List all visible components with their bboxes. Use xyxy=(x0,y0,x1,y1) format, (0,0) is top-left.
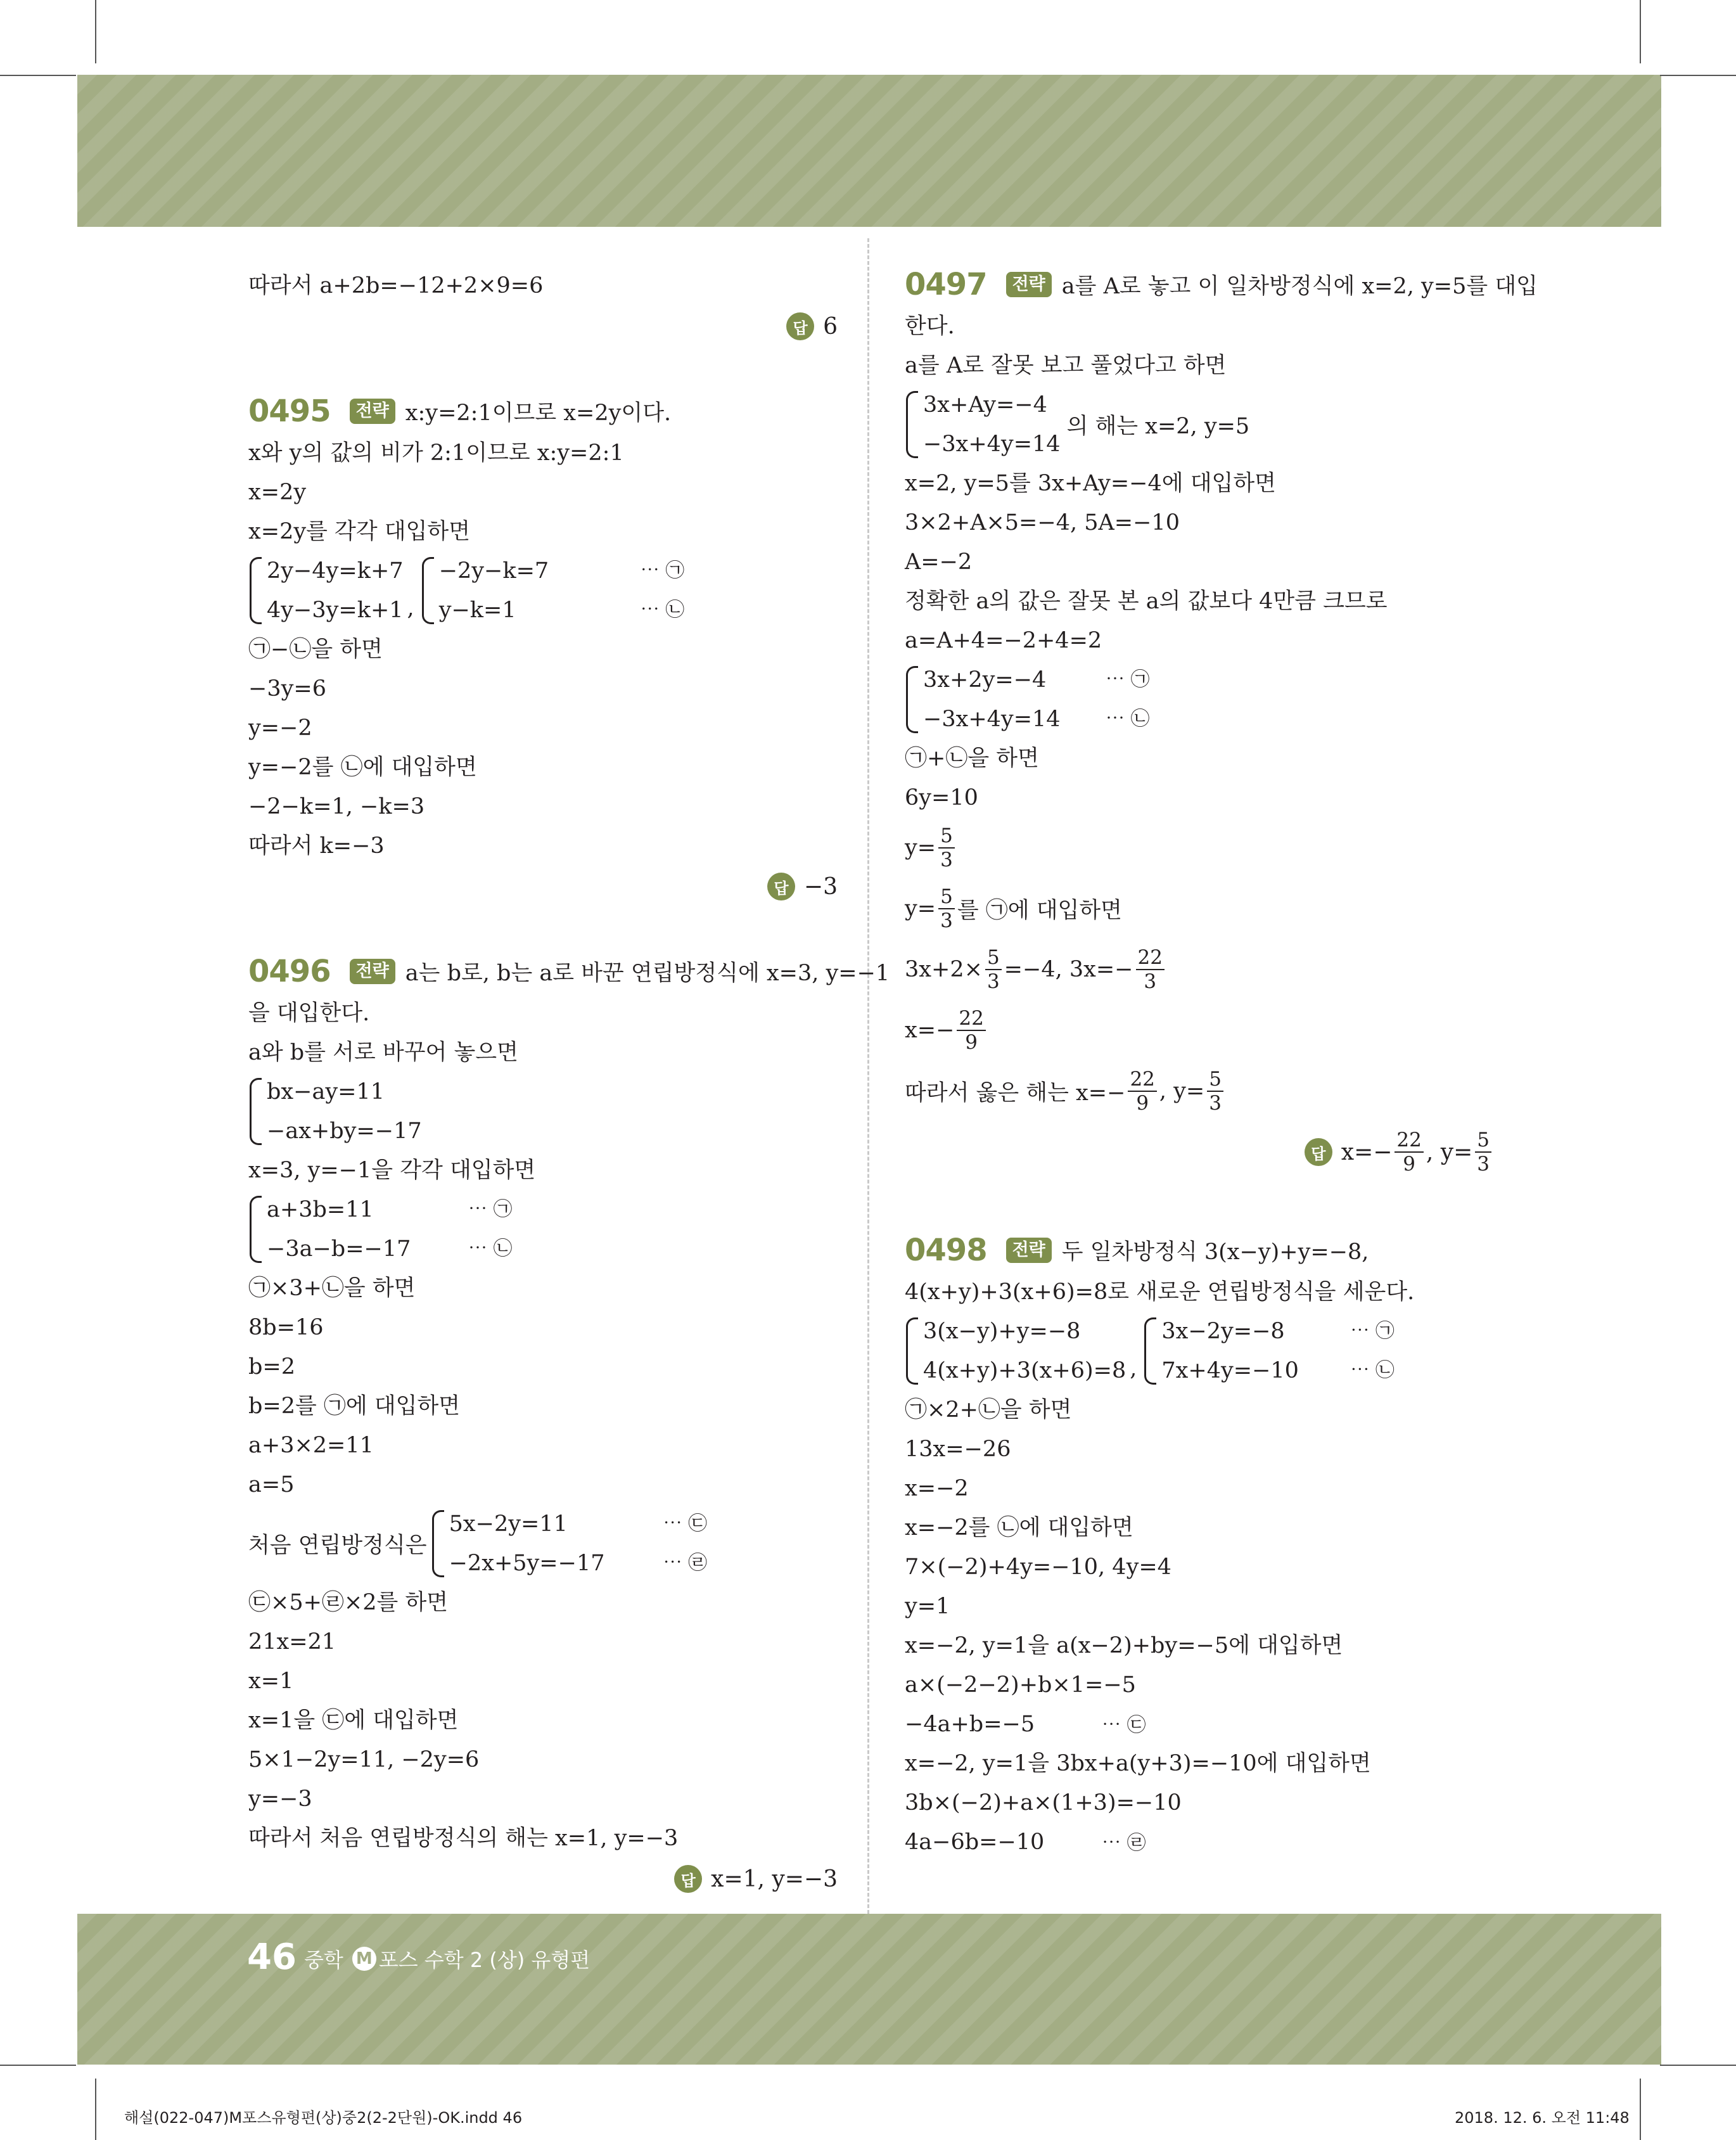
text-line: x와 y의 값의 비가 2:1이므로 x:y=2:1 xyxy=(248,440,624,466)
strategy-tag: 전략 xyxy=(1006,272,1052,297)
separator-top-notch xyxy=(858,227,879,238)
brace xyxy=(906,666,918,733)
footer-band xyxy=(77,1914,1661,2065)
fraction-line xyxy=(905,1061,1494,1122)
denominator: 3 xyxy=(1477,1153,1490,1176)
brace xyxy=(1144,1317,1156,1385)
equation-mark: ⋯ ㉠ xyxy=(468,1198,513,1221)
text-line: a+3×2=11 xyxy=(248,1433,374,1458)
text-line: A=−2 xyxy=(905,549,973,575)
column-separator xyxy=(867,227,869,1914)
math-text: =−4, 3x=− xyxy=(1004,957,1133,982)
equation-mark: ⋯ ㉡ xyxy=(1106,708,1150,730)
fraction xyxy=(957,1007,985,1054)
crop-mark xyxy=(1640,0,1641,63)
text-line: ㉠−㉡을 하면 xyxy=(248,637,383,662)
text-line: x=−2, y=1을 a(x−2)+by=−5에 대입하면 xyxy=(905,1633,1343,1658)
denominator: 9 xyxy=(1136,1092,1149,1115)
text-line: y=−3 xyxy=(248,1786,312,1812)
text-line: y=−2 xyxy=(248,715,312,741)
text-line: ㉠+㉡을 하면 xyxy=(905,746,1039,771)
text-line: 8b=16 xyxy=(248,1315,324,1340)
problem-heading-0498 xyxy=(905,1228,1494,1272)
brace xyxy=(432,1510,444,1577)
answer-row xyxy=(248,866,838,907)
problem-number: 0496 xyxy=(248,954,331,989)
fraction xyxy=(938,824,955,871)
numerator: 5 xyxy=(938,885,955,909)
text-line: y=−2를 ㉡에 대입하면 xyxy=(248,755,477,780)
equation: −3a−b=−17 xyxy=(267,1236,411,1262)
brace xyxy=(906,391,918,458)
answer-value: x=1, y=−3 xyxy=(711,1866,838,1892)
text-line: 13x=−26 xyxy=(905,1437,1011,1462)
equation-mark: ⋯ ㉡ xyxy=(468,1238,513,1260)
fraction-line xyxy=(905,878,1494,939)
text-line: 5×1−2y=11, −2y=6 xyxy=(248,1747,480,1772)
text-line: b=2 xyxy=(248,1354,295,1380)
book-title-part: 포스 수학 2 (상) 유형편 xyxy=(378,1948,590,1972)
strategy-text: 두 일차방정식 3(x−y)+y=−8, xyxy=(1061,1240,1369,1265)
fraction xyxy=(1207,1068,1223,1115)
strategy-tag: 전략 xyxy=(350,959,395,984)
text-line: ㉠×3+㉡을 하면 xyxy=(248,1276,416,1301)
text-line: 따라서 a+2b=−12+2×9=6 xyxy=(248,273,544,298)
strategy-text: x:y=2:1이므로 x=2y이다. xyxy=(405,400,672,426)
equation-mark: ⋯ ㉣ xyxy=(1102,1832,1146,1854)
strategy-text-cont: 을 대입한다. xyxy=(248,1001,370,1026)
equation: 3x+Ay=−4 xyxy=(923,392,1047,418)
numerator: 5 xyxy=(1475,1129,1491,1153)
text-line: a와 b를 서로 바꾸어 놓으면 xyxy=(248,1040,518,1065)
text-line: 6y=10 xyxy=(905,785,978,811)
equation: 3(x−y)+y=−8 xyxy=(923,1319,1081,1344)
brace xyxy=(422,557,434,624)
text-line: a×(−2−2)+b×1=−5 xyxy=(905,1672,1136,1698)
math-text: 4a−6b=−10 xyxy=(905,1829,1045,1855)
system-suffix: 의 해는 x=2, y=5 xyxy=(1066,414,1250,439)
answer-row xyxy=(905,1122,1494,1182)
problem-heading-0497 xyxy=(905,262,1538,307)
fraction-line xyxy=(905,817,1494,878)
equation-mark: ⋯ ㉡ xyxy=(640,599,685,621)
answer-badge: 답 xyxy=(767,873,795,900)
equation: 5x−2y=11 xyxy=(449,1511,568,1537)
text-line: 정확한 a의 값은 잘못 본 a의 값보다 4만큼 크므로 xyxy=(905,589,1388,614)
numerator: 5 xyxy=(938,824,955,849)
equation: −3x+4y=14 xyxy=(923,707,1061,732)
fraction-line xyxy=(905,1000,1494,1061)
brace xyxy=(250,557,262,624)
text-line: x=1 xyxy=(248,1669,294,1694)
fraction xyxy=(985,946,1002,993)
denominator: 3 xyxy=(940,849,953,871)
answer-value: 6 xyxy=(823,313,838,340)
text-line: x=−2 xyxy=(905,1476,969,1501)
answer-value: , y= xyxy=(1426,1139,1473,1165)
equation: −ax+by=−17 xyxy=(267,1118,422,1144)
text-line: ㉢×5+㉣×2를 하면 xyxy=(248,1590,449,1615)
print-slug-date: 2018. 12. 6. 오전 11:48 xyxy=(1455,2109,1630,2127)
text-line xyxy=(905,1705,1494,1744)
text-line: 따라서 k=−3 xyxy=(248,833,385,859)
numerator: 22 xyxy=(1136,946,1165,970)
denominator: 3 xyxy=(986,970,1000,993)
answer-row xyxy=(248,305,838,347)
text-line: −3y=6 xyxy=(248,676,326,702)
text-line: b=2를 ㉠에 대입하면 xyxy=(248,1394,461,1419)
numerator: 5 xyxy=(1207,1068,1223,1092)
strategy-text: a를 A로 놓고 이 일차방정식에 x=2, y=5를 대입 xyxy=(1061,274,1538,299)
equation-system xyxy=(905,660,1494,739)
math-text: y= xyxy=(905,896,936,921)
m-logo-icon: M xyxy=(352,1947,376,1971)
text-line: 7×(−2)+4y=−10, 4y=4 xyxy=(905,1554,1171,1580)
text-line: y=1 xyxy=(905,1594,950,1619)
denominator: 3 xyxy=(1144,970,1157,993)
fraction xyxy=(1475,1129,1491,1176)
print-slug-file: 해설(022-047)M포스유형편(상)중2(2-2단원)-OK.indd 46 xyxy=(124,2109,523,2127)
page-number: 46 xyxy=(247,1937,297,1978)
problem-number: 0498 xyxy=(905,1233,987,1268)
equation-mark: ⋯ ㉢ xyxy=(1102,1714,1146,1736)
equation-mark: ⋯ ㉢ xyxy=(663,1513,708,1535)
book-title-part: 중학 xyxy=(304,1948,343,1972)
denominator: 9 xyxy=(1403,1153,1416,1176)
problem-number: 0497 xyxy=(905,267,987,302)
text-line: x=2, y=5를 3x+Ay=−4에 대입하면 xyxy=(905,471,1276,496)
text-line: 21x=21 xyxy=(248,1629,336,1655)
equation: a+3b=11 xyxy=(267,1197,374,1222)
answer-badge: 답 xyxy=(674,1865,702,1893)
brace xyxy=(906,1317,918,1385)
fraction xyxy=(1128,1068,1156,1115)
equation: 3x−2y=−8 xyxy=(1161,1319,1285,1344)
strategy-text-cont: 4(x+y)+3(x+6)=8로 새로운 연립방정식을 세운다. xyxy=(905,1279,1415,1305)
equation-system xyxy=(248,1072,838,1151)
equation: 7x+4y=−10 xyxy=(1161,1358,1299,1383)
equation: bx−ay=11 xyxy=(267,1079,385,1105)
system-prefix: 처음 연립방정식은 xyxy=(248,1533,427,1558)
equation-system xyxy=(248,1504,838,1583)
crop-mark xyxy=(0,75,76,76)
math-text: y= xyxy=(905,835,936,861)
crop-mark xyxy=(95,0,96,63)
fraction-line xyxy=(905,939,1494,1000)
math-text: 3x+2× xyxy=(905,957,983,982)
brace xyxy=(250,1196,262,1263)
answer-badge: 답 xyxy=(1305,1138,1332,1166)
math-text: 를 ㉠에 대입하면 xyxy=(957,898,1122,923)
denominator: 9 xyxy=(965,1031,978,1054)
right-column xyxy=(905,266,1538,1862)
equation: 3x+2y=−4 xyxy=(923,667,1047,693)
equation: y−k=1 xyxy=(438,598,516,623)
equation-mark: ⋯ ㉣ xyxy=(663,1552,708,1574)
strategy-tag: 전략 xyxy=(350,399,395,424)
equation: 4(x+y)+3(x+6)=8 xyxy=(923,1358,1126,1383)
answer-badge: 답 xyxy=(786,312,814,340)
problem-heading-0495 xyxy=(248,389,838,433)
equation: 4y−3y=k+1 xyxy=(267,598,404,623)
text-line: a=5 xyxy=(248,1472,295,1497)
denominator: 3 xyxy=(940,909,953,932)
numerator: 22 xyxy=(957,1007,985,1031)
text-line: x=−2, y=1을 3bx+a(y+3)=−10에 대입하면 xyxy=(905,1751,1371,1776)
crop-mark xyxy=(0,2065,76,2066)
answer-value: x=− xyxy=(1341,1139,1393,1165)
equation-system xyxy=(905,385,1494,464)
text-line: a를 A로 잘못 보고 풀었다고 하면 xyxy=(905,353,1227,378)
answer-row xyxy=(248,1858,838,1900)
crop-mark xyxy=(1660,2065,1736,2066)
strategy-text-cont: 한다. xyxy=(905,314,955,339)
math-text: , y= xyxy=(1159,1079,1205,1104)
math-text: 따라서 옳은 해는 x=− xyxy=(905,1080,1126,1106)
problem-number: 0495 xyxy=(248,394,331,429)
equation: 2y−4y=k+7 xyxy=(267,558,404,584)
text-line: ㉠×2+㉡을 하면 xyxy=(905,1397,1072,1423)
text-line: x=2y xyxy=(248,480,307,505)
equation-system xyxy=(248,1190,838,1269)
header-band xyxy=(77,75,1661,227)
equation-mark: ⋯ ㉠ xyxy=(1106,669,1150,691)
equation-mark: ⋯ ㉠ xyxy=(1350,1320,1395,1342)
equation-mark: ⋯ ㉠ xyxy=(640,560,685,582)
text-line: 3b×(−2)+a×(1+3)=−10 xyxy=(905,1790,1182,1816)
equation: −3x+4y=14 xyxy=(923,432,1061,457)
equation: −2x+5y=−17 xyxy=(449,1551,605,1576)
equation-system: 2y−4y=k+7 4y−3y=k+1 , −2y−k=7 y−k=1 ⋯ ㉠ ⋯ ㉡ xyxy=(248,551,838,630)
fraction xyxy=(1395,1129,1423,1176)
text-line: a=A+4=−2+4=2 xyxy=(905,628,1102,653)
answer-value: −3 xyxy=(803,873,838,900)
text-line: 3×2+A×5=−4, 5A=−10 xyxy=(905,510,1180,535)
numerator: 22 xyxy=(1395,1129,1423,1153)
math-text: −4a+b=−5 xyxy=(905,1712,1035,1737)
numerator: 5 xyxy=(985,946,1002,970)
left-column xyxy=(248,266,890,1900)
crop-mark xyxy=(1660,75,1736,76)
math-text: x=− xyxy=(905,1018,955,1043)
text-line: x=2y를 각각 대입하면 xyxy=(248,519,471,544)
text-line: x=1을 ㉢에 대입하면 xyxy=(248,1708,459,1733)
denominator: 3 xyxy=(1209,1092,1222,1115)
equation-mark: ⋯ ㉡ xyxy=(1350,1359,1395,1381)
numerator: 22 xyxy=(1128,1068,1156,1092)
text-line: 따라서 처음 연립방정식의 해는 x=1, y=−3 xyxy=(248,1826,679,1851)
text-line: x=3, y=−1을 각각 대입하면 xyxy=(248,1158,536,1183)
text-line: x=−2를 ㉡에 대입하면 xyxy=(905,1515,1133,1541)
book-title xyxy=(304,1944,590,1973)
problem-heading-0496 xyxy=(248,949,890,994)
fraction xyxy=(938,885,955,932)
strategy-text: a는 b로, b는 a로 바꾼 연립방정식에 x=3, y=−1 xyxy=(405,961,890,986)
equation: −2y−k=7 xyxy=(438,558,549,584)
crop-mark xyxy=(1640,2079,1641,2140)
fraction xyxy=(1136,946,1165,993)
text-line: −2−k=1, −k=3 xyxy=(248,794,425,819)
text-line xyxy=(905,1823,1494,1862)
crop-mark xyxy=(95,2079,96,2140)
strategy-tag: 전략 xyxy=(1006,1238,1052,1263)
equation-system: 3(x−y)+y=−8 4(x+y)+3(x+6)=8 , 3x−2y=−8 7x+4y=−10 ⋯ ㉠ ⋯ ㉡ xyxy=(905,1312,1494,1390)
brace xyxy=(250,1078,262,1145)
